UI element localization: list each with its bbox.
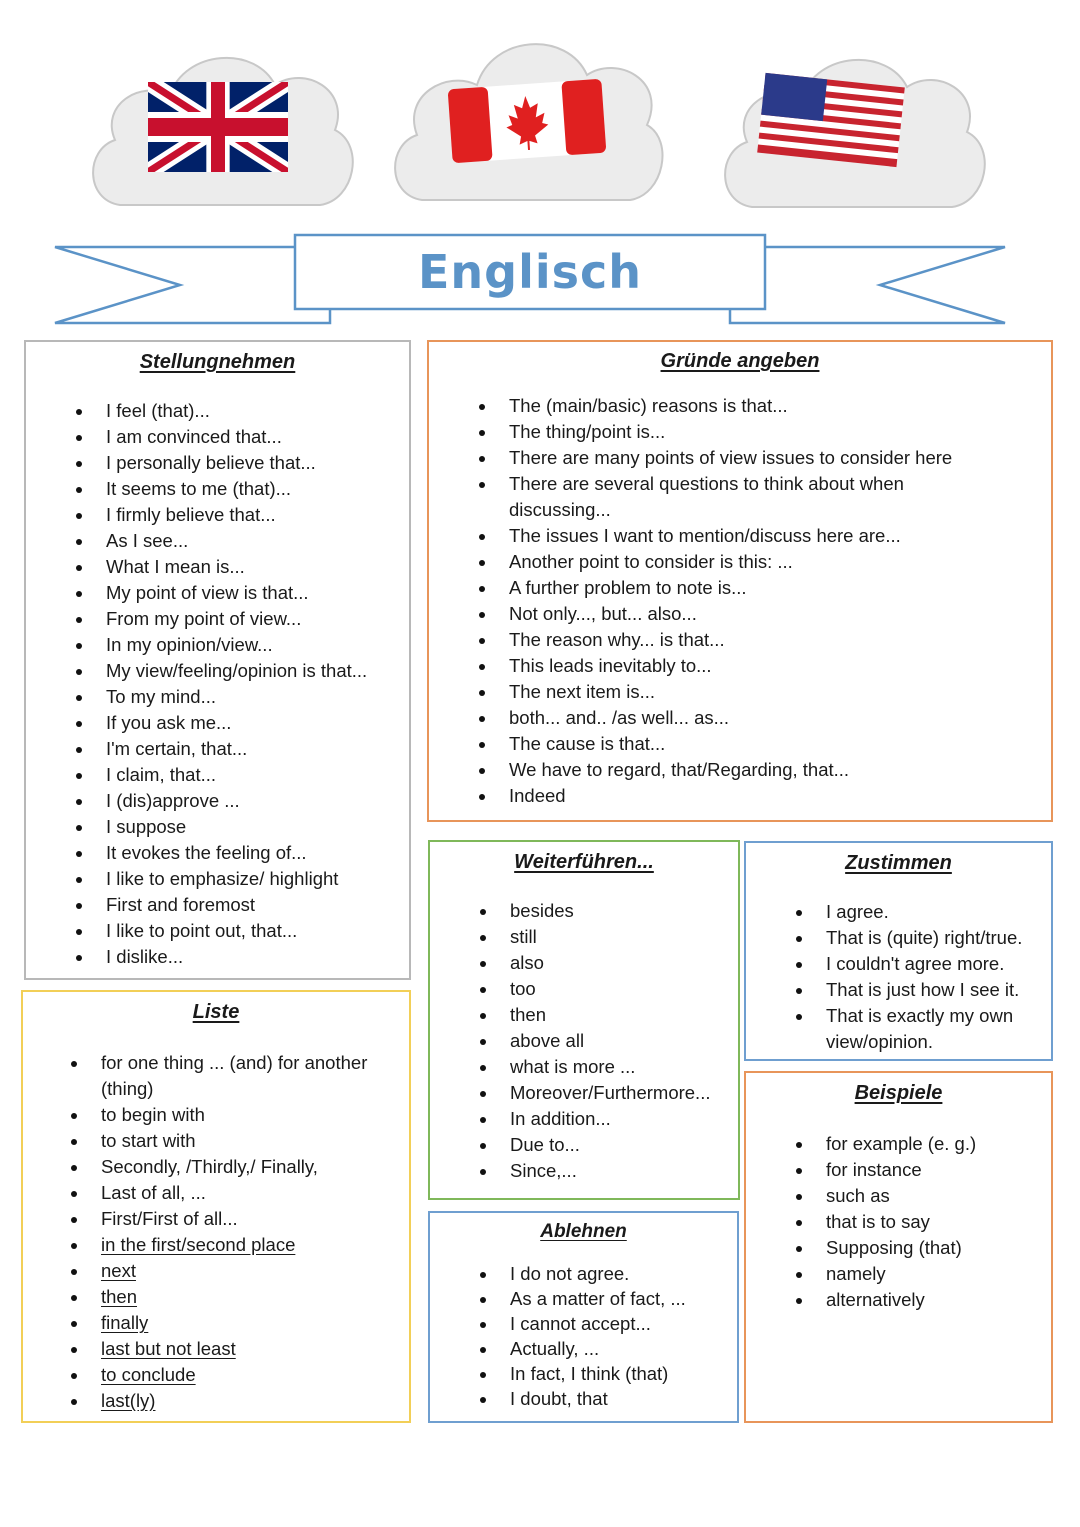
list-item: I'm certain, that...: [106, 736, 409, 762]
list-item: namely: [826, 1261, 1051, 1287]
canada-flag-icon: [446, 78, 608, 164]
list-item: Not only..., but... also...: [509, 601, 1009, 627]
list-item: besides: [510, 898, 738, 924]
page-title: Englisch: [417, 245, 643, 299]
list-item: I like to point out, that...: [106, 918, 409, 944]
list-item: That is just how I see it.: [826, 977, 1041, 1003]
list-item: That is (quite) right/true.: [826, 925, 1041, 951]
phrase-list: [510, 898, 738, 1184]
list-item: The reason why... is that...: [509, 627, 1009, 653]
phrase-list: [510, 1261, 737, 1411]
list-item: also: [510, 950, 738, 976]
list-item: My view/feeling/opinion is that...: [106, 658, 409, 684]
section-heading: Gründe angeben: [660, 350, 820, 372]
list-item: that is to say: [826, 1209, 1051, 1235]
list-item: What I mean is...: [106, 554, 409, 580]
list-item: I claim, that...: [106, 762, 409, 788]
list-item: I couldn't agree more.: [826, 951, 1041, 977]
list-item: My point of view is that...: [106, 580, 409, 606]
list-item: for instance: [826, 1157, 1051, 1183]
list-item: I agree.: [826, 899, 1041, 925]
list-item: next: [101, 1258, 393, 1284]
phrase-list: [826, 1131, 1051, 1313]
list-item: last but not least: [101, 1336, 393, 1362]
list-item: This leads inevitably to...: [509, 653, 1009, 679]
section-zustimmen: [744, 841, 1053, 1061]
list-item: From my point of view...: [106, 606, 409, 632]
list-item: I cannot accept...: [510, 1311, 737, 1336]
list-item: in the first/second place: [101, 1232, 393, 1258]
list-item: We have to regard, that/Regarding, that...: [509, 757, 1009, 783]
uk-flag-icon: [148, 82, 288, 172]
list-item: such as: [826, 1183, 1051, 1209]
list-item: The cause is that...: [509, 731, 1009, 757]
list-item: what is more ...: [510, 1054, 738, 1080]
list-item: Moreover/Furthermore...: [510, 1080, 738, 1106]
list-item: I personally believe that...: [106, 450, 409, 476]
list-item: That is exactly my own view/opinion.: [826, 1003, 1041, 1055]
phrase-list: [826, 899, 1041, 1055]
list-item: It evokes the feeling of...: [106, 840, 409, 866]
list-item: I feel (that)...: [106, 398, 409, 424]
list-item: The thing/point is...: [509, 419, 1009, 445]
list-item: If you ask me...: [106, 710, 409, 736]
list-item: I am convinced that...: [106, 424, 409, 450]
list-item: then: [510, 1002, 738, 1028]
list-item: There are several questions to think about when discussing...: [509, 471, 1009, 523]
list-item: above all: [510, 1028, 738, 1054]
usa-flag-icon: [756, 70, 906, 170]
section-heading: Liste: [192, 1001, 240, 1023]
section-ablehnen: [428, 1211, 739, 1423]
section-gruende-angeben: [427, 340, 1053, 822]
list-item: I firmly believe that...: [106, 502, 409, 528]
list-item: I doubt, that: [510, 1386, 737, 1411]
list-item: Another point to consider is this: ...: [509, 549, 1009, 575]
list-item: I suppose: [106, 814, 409, 840]
section-stellungnehmen: [24, 340, 411, 980]
list-item: I dislike...: [106, 944, 409, 970]
list-item: finally: [101, 1310, 393, 1336]
list-item: for one thing ... (and) for another (thing): [101, 1050, 393, 1102]
list-item: Secondly, /Thirdly,/ Finally,: [101, 1154, 393, 1180]
phrase-list: [101, 1050, 393, 1414]
list-item: Supposing (that): [826, 1235, 1051, 1261]
list-item: Actually, ...: [510, 1336, 737, 1361]
list-item: I (dis)approve ...: [106, 788, 409, 814]
list-item: In my opinion/view...: [106, 632, 409, 658]
list-item: I do not agree.: [510, 1261, 737, 1286]
list-item: to conclude: [101, 1362, 393, 1388]
section-heading: Zustimmen: [845, 852, 952, 874]
list-item: Last of all, ...: [101, 1180, 393, 1206]
list-item: still: [510, 924, 738, 950]
list-item: too: [510, 976, 738, 1002]
list-item: There are many points of view issues to consider here: [509, 445, 1009, 471]
list-item: to begin with: [101, 1102, 393, 1128]
phrase-list: [106, 398, 409, 970]
section-heading: Stellungnehmen: [139, 351, 296, 373]
list-item: Due to...: [510, 1132, 738, 1158]
list-item: It seems to me (that)...: [106, 476, 409, 502]
section-beispiele: [744, 1071, 1053, 1423]
section-heading: Ablehnen: [540, 1221, 627, 1242]
list-item: then: [101, 1284, 393, 1310]
phrase-list: [509, 393, 1009, 809]
list-item: I like to emphasize/ highlight: [106, 866, 409, 892]
section-heading: Weiterführen...: [514, 851, 654, 873]
list-item: To my mind...: [106, 684, 409, 710]
list-item: As a matter of fact, ...: [510, 1286, 737, 1311]
list-item: In addition...: [510, 1106, 738, 1132]
list-item: Indeed: [509, 783, 1009, 809]
section-liste: [21, 990, 411, 1423]
list-item: First/First of all...: [101, 1206, 393, 1232]
list-item: A further problem to note is...: [509, 575, 1009, 601]
section-heading: Beispiele: [854, 1082, 943, 1104]
list-item: As I see...: [106, 528, 409, 554]
list-item: The issues I want to mention/discuss here are...: [509, 523, 1009, 549]
list-item: First and foremost: [106, 892, 409, 918]
list-item: In fact, I think (that): [510, 1361, 737, 1386]
list-item: The (main/basic) reasons is that...: [509, 393, 1009, 419]
list-item: alternatively: [826, 1287, 1051, 1313]
list-item: for example (e. g.): [826, 1131, 1051, 1157]
section-weiterfuehren: [428, 840, 740, 1200]
list-item: to start with: [101, 1128, 393, 1154]
list-item: last(ly): [101, 1388, 393, 1414]
list-item: both... and.. /as well... as...: [509, 705, 1009, 731]
list-item: The next item is...: [509, 679, 1009, 705]
list-item: Since,...: [510, 1158, 738, 1184]
